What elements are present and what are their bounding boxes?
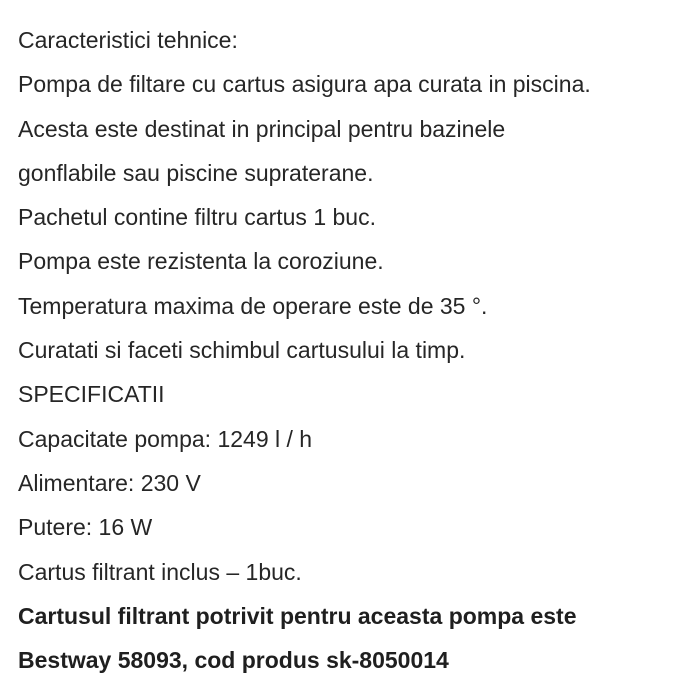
section-heading-technical: Caracteristici tehnice: [18, 27, 238, 53]
description-line: Curatati si faceti schimbul cartusului la timp. [18, 337, 466, 364]
compatible-cartridge-code: Bestway 58093, cod produs sk-8050014 [18, 647, 449, 674]
spec-capacity: Capacitate pompa: 1249 l / h [18, 425, 313, 452]
description-line: gonflabile sau piscine supraterane. [18, 159, 374, 186]
compatible-cartridge-note: Cartusul filtrant potrivit pentru aceasta pompa este [18, 602, 577, 629]
description-line: Pompa este rezistenta la coroziune. [18, 248, 384, 275]
spec-power: Putere: 16 W [18, 514, 153, 541]
description-line: Acesta este destinat in principal pentru bazinele [18, 115, 506, 142]
section-heading-specifications: SPECIFICATII [18, 381, 165, 408]
description-line: Pompa de filtare cu cartus asigura apa curata in piscina. [18, 71, 591, 98]
description-line: Temperatura maxima de operare este de 35 °. [18, 292, 488, 319]
spec-power-supply: Alimentare: 230 V [18, 469, 201, 496]
description-line: Pachetul contine filtru cartus 1 buc. [18, 204, 376, 231]
spec-cartridge: Cartus filtrant inclus – 1buc. [18, 558, 302, 585]
